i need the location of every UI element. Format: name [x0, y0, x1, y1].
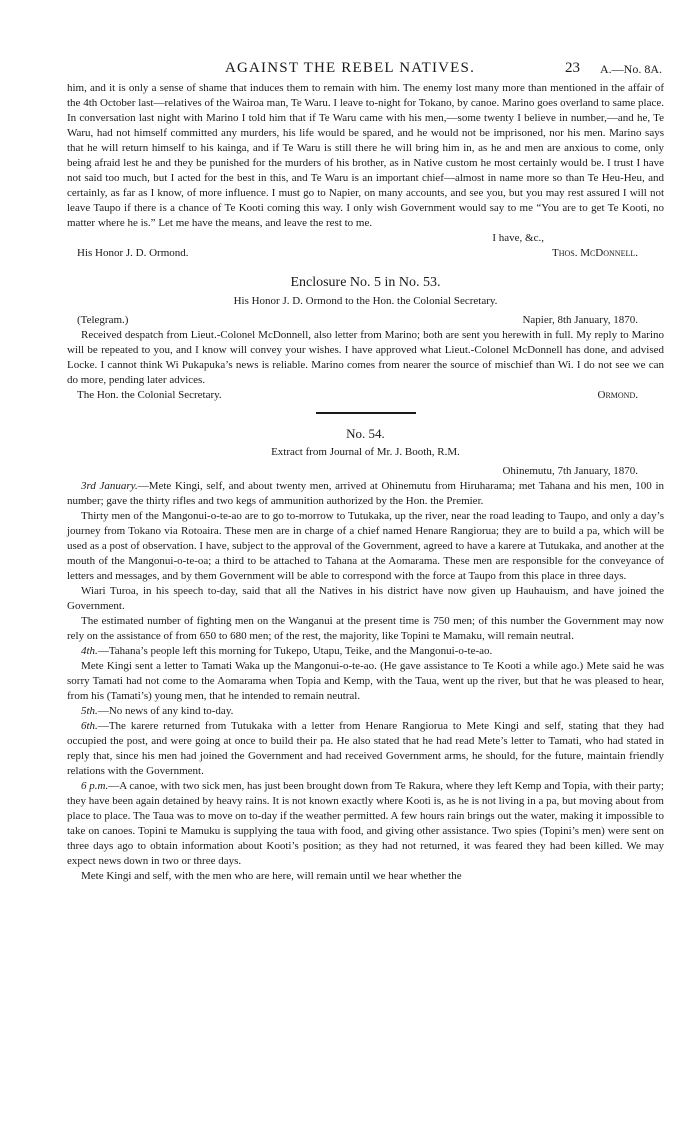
page-number: 23 [565, 60, 580, 76]
journal-entry: Mete Kingi sent a letter to Tamati Waka up the Mangonui-o-te-ao. (He gave assistance to Te Kooti a while ago.) Mete said he was sorry Tamati had not come to the Aomarama when Topia and Kemp, with the Taua, went up the river, but that he was pleased to hear, from his (Tamati’s) young men, that he intended to remain neutral. [67, 660, 664, 702]
journal-entry: Wiari Turoa, in his speech to-day, said that all the Natives in his district have now given up Hauhauism, and have joined the Government. [67, 585, 664, 612]
enclosure-place-date: Napier, 8th January, 1870. [522, 314, 638, 326]
journal-entries [67, 479, 664, 884]
letter-addressee: His Honor J. D. Ormond. [77, 247, 189, 259]
journal-entry: 3rd January.—Mete Kingi, self, and about twenty men, arrived at Ohinemutu from Hiruharama; met Tahana and his men, 100 in number; gave the thirty rifles and two kegs of ammunition authorized by the Hon. the Premier. [67, 480, 664, 507]
section-divider [316, 412, 416, 414]
enclosure-subheading: His Honor J. D. Ormond to the Hon. the Colonial Secretary. [233, 295, 498, 307]
journal-entry: Mete Kingi and self, with the men who are here, will remain until we hear whether the [81, 870, 462, 882]
section-heading: No. 54. [346, 426, 385, 441]
letter-paragraph: him, and it is only a sense of shame that induces them to remain with him. The enemy lost many more than mentioned in the affair of the 4th October last—relatives of the Wairoa man, Te Waru. I leave to-night for Tokano, by canoe. Marino goes overland to same place. In conversation last night with Marino I told him that if Te Waru came with his men,—some twenty I believe in number,—and he, Te Waru, had not himself committed any murders, his life would be spared, and he would not be imprisoned, nor his men. Marino says that he will return himself to his kainga, and if Te Waru is still there he will bring him in, as he and men are anxious to come, only being afraid lest he and they be punished for the murders of his brother, as in Native custom he most certainly would be. I trust I have not said too much, but I acted for the best in this, and Te Waru is an important chief—almost in name more so than Te Heu-Heu, and certainly, as far as I know, of more influence. I must go to Napier, on many accounts, and see you, but you may rest assured I will not leave Taupo if there is a chance of Te Kooti coming this way. I only wish Government would say to me “You are to get Te Kooti, no matter where he is.” Let me have the means, and leave the rest to me. [67, 82, 664, 229]
journal-entry: The estimated number of fighting men on the Wanganui at the present time is 750 men; of this number the Government may now rely on the assistance of from 650 to 680 men; of the rest, the majority, like Topini te Mamaku, will remain neutral. [67, 615, 664, 642]
enclosure-addressee: The Hon. the Colonial Secretary. [77, 389, 222, 401]
journal-entry: 6 p.m.—A canoe, with two sick men, has just been brought down from Te Rakura, where they left Kemp and Topia, with their party; they have been again detained by heavy rains. It is not known exactly where Kooti is, as he is not living in a pa, but moving about from place to place. The Taua was to move on to-day if the weather permitted. A few hours rain brings out the water, making it impossible to take on canoes. Topini te Mamuku is supplying the taua with food, and giving other assistance. Two spies (Topini’s men) were sent on three days ago to obtain information about Kooti’s position; as they had not returned, it was feared they had been killed. We may expect news down in two or three days. [67, 780, 664, 867]
journal-entry: Thirty men of the Mangonui-o-te-ao are to go to-morrow to Tutukaka, up the river, near the road leading to Taupo, and only a day’s journey from Tokano via Rotoaira. These men are in charge of a chief named Henare Rangiorua; they are to build a pa, which will be used as a post of observation. I have, subject to the approval of the Government, agreed to have a karere at Tutukaka, and another at the mouth of the Mangonui-o-te-oa; a third to be attached to Tahana at the Aomarama. These men are responsible for the conveyance of letters and messages, and by them Government will be able to correspond with the force at Taupo from this place in three days. [67, 510, 664, 582]
journal-entry: 6th.—The karere returned from Tutukaka with a letter from Henare Rangiorua to Mete Kingi and self, stating that they had occupied the post, and were going at once to build their pa. He also stated that he had read Mete’s letter to Tamati, who had stated in reply that, since his men had joined the Government and had received Government arms, he should, for the future, maintain friendly relations with the Government. [67, 720, 664, 777]
letter-signoff [67, 246, 664, 261]
enclosure-dateline [67, 313, 664, 328]
enclosure-paragraph: Received despatch from Lieut.-Colonel McDonnell, also letter from Marino; both are sent you herewith in full. My reply to Marino will be repeated to you, and I know will convey your wishes. I have approved what Lieut.-Colonel McDonnell has done, and advised Locke. I cannot think Wi Pukapuka’s news is reliable. Marino comes from nearer the source of mischief than Wi. I do not see we can do more, pending later advices. [67, 329, 664, 386]
document-reference: A.—No. 8A. [600, 62, 662, 76]
enclosure-signoff [67, 388, 664, 403]
telegram-label: (Telegram.) [77, 314, 129, 326]
journal-entry: 4th.—Tahana’s people left this morning for Tukepo, Utapu, Teike, and the Mangonui-o-te-ao. [81, 645, 493, 657]
journal-entry: 5th.—No news of any kind to-day. [81, 705, 234, 717]
section-subheading: Extract from Journal of Mr. J. Booth, R.M. [271, 446, 460, 458]
page-body [67, 81, 664, 884]
journal-place-date: Ohinemutu, 7th January, 1870. [502, 465, 638, 477]
enclosure-signature: Ormond. [597, 389, 638, 401]
enclosure-heading: Enclosure No. 5 in No. 53. [290, 275, 441, 290]
letter-signature: Thos. McDonnell. [551, 247, 638, 259]
letter-closing: I have, &c., [492, 232, 544, 244]
running-title: AGAINST THE REBEL NATIVES. [224, 60, 476, 76]
